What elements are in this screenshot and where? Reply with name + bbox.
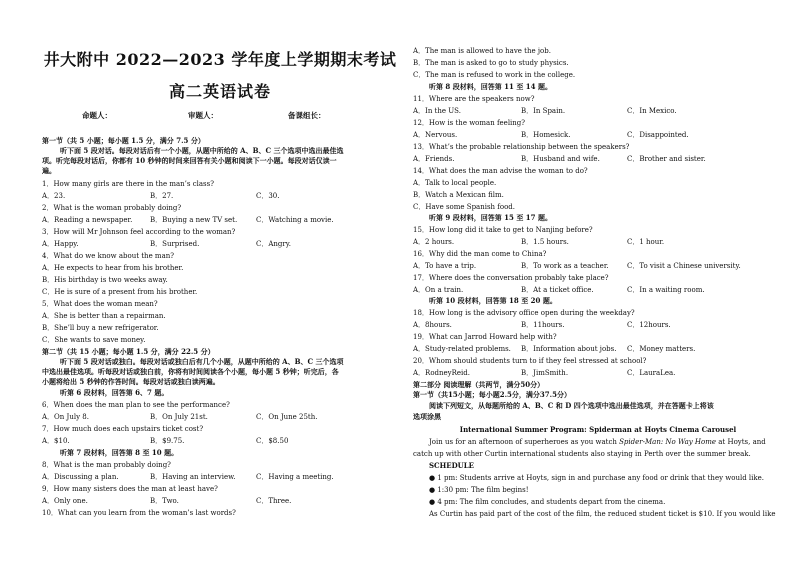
option-b: B．$9.75. <box>150 437 185 445</box>
option-c: C．LauraLea. <box>627 369 676 377</box>
passage-paragraph: catch up with other Curtin international students also staying in Perth over the summer break. <box>413 450 751 458</box>
author-label: 命题人： <box>82 111 112 120</box>
option-a: A．$10. <box>42 437 70 445</box>
option-b: B．27. <box>150 192 174 200</box>
question-stem: 15．How long did it take to get to Nanjing before? <box>413 226 593 234</box>
option-a: A．He expects to hear from his brother. <box>42 264 184 272</box>
option-c: C．In a waiting room. <box>627 286 705 294</box>
section2-instructions: 听下面 5 段对话或独白。每段对话或独白后有几个小题，从题中所给的 A、B、C 三个选项 <box>60 357 344 366</box>
schedule-item <box>429 486 529 494</box>
exam-title: 井大附中 2022—2023 学年度上学期期末考试 <box>43 50 397 69</box>
question-stem: 12．How is the woman feeling? <box>413 119 526 127</box>
passage-title: International Summer Program: Spiderman at Hoyts Cinema Carousel <box>459 425 737 434</box>
option-b: B．His birthday is two weeks away. <box>42 276 168 284</box>
option-c: C．To visit a Chinese university. <box>627 262 741 270</box>
option-b: B．Homesick. <box>521 131 571 139</box>
section2-instructions: 中选出最佳选项。听每段对话或独白前，你将有时间阅读各个小题，每小题 5 秒钟；听完后，各 <box>42 367 339 376</box>
option-a: A．RodneyReid. <box>413 369 470 377</box>
material-header: 听第 8 段材料，回答第 11 至 14 题。 <box>429 82 552 91</box>
material-header: 听第 7 段材料，回答第 8 至 10 题。 <box>60 448 179 457</box>
option-c: C．Having a meeting. <box>256 473 334 481</box>
option-a: A．Nervous. <box>413 131 458 139</box>
option-a: A．In the US. <box>413 107 461 115</box>
option-a: A．The man is allowed to have the job. <box>413 47 551 55</box>
option-b: B．11hours. <box>521 321 565 329</box>
question-stem: 6．When does the man plan to see the performance? <box>42 401 230 409</box>
section1-instructions: 遍。 <box>42 166 56 175</box>
question-stem: 10．What can you learn from the woman’s last words? <box>42 509 236 517</box>
question-stem: 16．Why did the man come to China? <box>413 250 547 258</box>
material-header: 听第 6 段材料，回答第 6、7 题。 <box>60 388 169 397</box>
question-stem: 11．Where are the speakers now? <box>413 95 535 103</box>
question-stem: 9．How many sisters does the man at least have? <box>42 485 218 493</box>
option-b: B．Information about jobs. <box>521 345 617 353</box>
option-b: B．JimSmith. <box>521 369 569 377</box>
option-a: A．Reading a newspaper. <box>42 216 133 224</box>
question-stem: 8．What is the man probably doing? <box>42 461 171 469</box>
option-a: A．23. <box>42 192 66 200</box>
option-c: C．$8.50 <box>256 437 289 445</box>
exam-subtitle: 高二英语试卷 <box>168 82 271 101</box>
option-b: B．Having an interview. <box>150 473 236 481</box>
schedule-text: 4 pm: The film concludes, and students depart from the cinema. <box>437 498 666 506</box>
option-c: C．On June 25th. <box>256 413 318 421</box>
option-a: A．On a train. <box>413 286 464 294</box>
question-stem: 20．Whom should students turn to if they feel stressed at school? <box>413 357 647 365</box>
question-stem: 7．How much does each upstairs ticket cost? <box>42 425 204 433</box>
option-a: A．She is better than a repairman. <box>42 312 166 320</box>
option-b: B．Buying a new TV set. <box>150 216 238 224</box>
section2-header: 第二节（共 15 小题；每小题 1.5 分，满分 22.5 分） <box>42 347 215 356</box>
option-c: C．1 hour. <box>627 238 665 246</box>
schedule-text: 1:30 pm: The film begins! <box>437 486 529 494</box>
option-c: C．12hours. <box>627 321 671 329</box>
section2-instructions: 小题将给出 5 秒钟的作答时间。每段对话或独白读两遍。 <box>42 377 220 386</box>
part2-subheader: 第一节（共15小题；每小题2.5分，满分37.5分） <box>413 390 571 399</box>
passage-text: at Hoyts, and <box>716 438 766 446</box>
option-a: A．8hours. <box>413 321 452 329</box>
schedule-text: 1 pm: Students arrive at Hoyts, sign in and purchase any food or drink that they would like. <box>437 474 765 482</box>
option-c: C．She wants to save money. <box>42 336 146 344</box>
option-c: C．Brother and sister. <box>627 155 706 163</box>
question-stem: 5．What does the woman mean? <box>42 300 158 308</box>
option-a: A．Study-related problems. <box>413 345 511 353</box>
option-c: C．Have some Spanish food. <box>413 203 516 211</box>
part2-instructions: 选项涂黑 <box>413 412 441 421</box>
schedule-heading: SCHEDULE <box>429 461 475 470</box>
question-stem: 1．How many girls are there in the man’s class? <box>42 180 214 188</box>
option-b: B．On July 21st. <box>150 413 208 421</box>
option-b: B．1.5 hours. <box>521 238 569 246</box>
option-b: B．Two. <box>150 497 179 505</box>
option-c: C．30. <box>256 192 280 200</box>
option-b: B．At a ticket office. <box>521 286 594 294</box>
section1-instructions: 听下面 5 段对话。每段对话后有一个小题，从题中所给的 A、B、C 三个选项中选出最佳选 <box>60 146 344 155</box>
part2-header: 第二部分 阅读理解（共两节，满分50分） <box>413 380 545 389</box>
bullet-icon: ● <box>429 474 438 482</box>
option-a: A．Only one. <box>42 497 88 505</box>
passage-paragraph: As Curtin has paid part of the cost of the film, the reduced student ticket is $10. If you would like <box>429 510 776 518</box>
option-c: C．Disappointed. <box>627 131 689 139</box>
option-c: C．Money matters. <box>627 345 696 353</box>
question-stem: 17．Where does the conversation probably take place? <box>413 274 609 282</box>
question-stem: 19．What can Jarrod Howard help with? <box>413 333 557 341</box>
option-c: C．In Mexico. <box>627 107 677 115</box>
option-a: A．Talk to local people. <box>413 179 497 187</box>
reviewer-label: 审题人： <box>188 111 218 120</box>
option-a: A．On July 8. <box>42 413 89 421</box>
schedule-item <box>429 474 764 482</box>
section1-header: 第一节（共 5 小题；每小题 1.5 分，满分 7.5 分） <box>42 136 205 145</box>
schedule-item <box>429 498 665 506</box>
question-stem: 4．What do we know about the man? <box>42 252 175 260</box>
passage-text: Join us for an afternoon of superheroes as you watch <box>429 438 620 446</box>
bullet-icon: ● <box>429 498 438 506</box>
option-b: B．Husband and wife. <box>521 155 600 163</box>
option-c: C．The man is refused to work in the college. <box>413 71 576 79</box>
passage-paragraph <box>429 438 766 446</box>
film-title: Spider-Man: No Way Home <box>619 438 717 446</box>
material-header: 听第 10 段材料，回答第 18 至 20 题。 <box>429 296 557 305</box>
option-a: A．Happy. <box>42 240 79 248</box>
bullet-icon: ● <box>429 486 438 494</box>
option-a: A．Discussing a plan. <box>42 473 119 481</box>
question-stem: 13．What’s the probable relationship between the speakers? <box>413 143 630 151</box>
material-header: 听第 9 段材料，回答第 15 至 17 题。 <box>429 213 552 222</box>
option-b: B．Watch a Mexican film. <box>413 191 504 199</box>
question-stem: 14．What does the man advise the woman to do? <box>413 167 588 175</box>
option-b: B．She’ll buy a new refrigerator. <box>42 324 159 332</box>
option-a: A．2 hours. <box>413 238 455 246</box>
option-a: A．Friends. <box>413 155 455 163</box>
option-c: C．Angry. <box>256 240 291 248</box>
option-a: A．To have a trip. <box>413 262 477 270</box>
leader-label: 备课组长： <box>288 111 326 120</box>
option-b: B．To work as a teacher. <box>521 262 609 270</box>
option-b: B．Surprised. <box>150 240 200 248</box>
option-c: C．He is sure of a present from his brother. <box>42 288 198 296</box>
section1-instructions: 项。听完每段对话后，你都有 10 秒钟的时间来回答有关小题和阅读下一小题。每段对话仅读一 <box>42 156 337 165</box>
option-b: B．The man is asked to go to study physics. <box>413 59 569 67</box>
question-stem: 18．How long is the advisory office open during the weekday? <box>413 309 635 317</box>
question-stem: 2．What is the woman probably doing? <box>42 204 182 212</box>
question-stem: 3．How will Mr Johnson feel according to the woman? <box>42 228 236 236</box>
part2-instructions: 阅读下列短文，从每题所给的 A、B、C 和 D 四个选项中选出最佳选项，并在答题卡上将该 <box>429 401 714 410</box>
option-c: C．Watching a movie. <box>256 216 334 224</box>
option-c: C．Three. <box>256 497 292 505</box>
option-b: B．In Spain. <box>521 107 566 115</box>
